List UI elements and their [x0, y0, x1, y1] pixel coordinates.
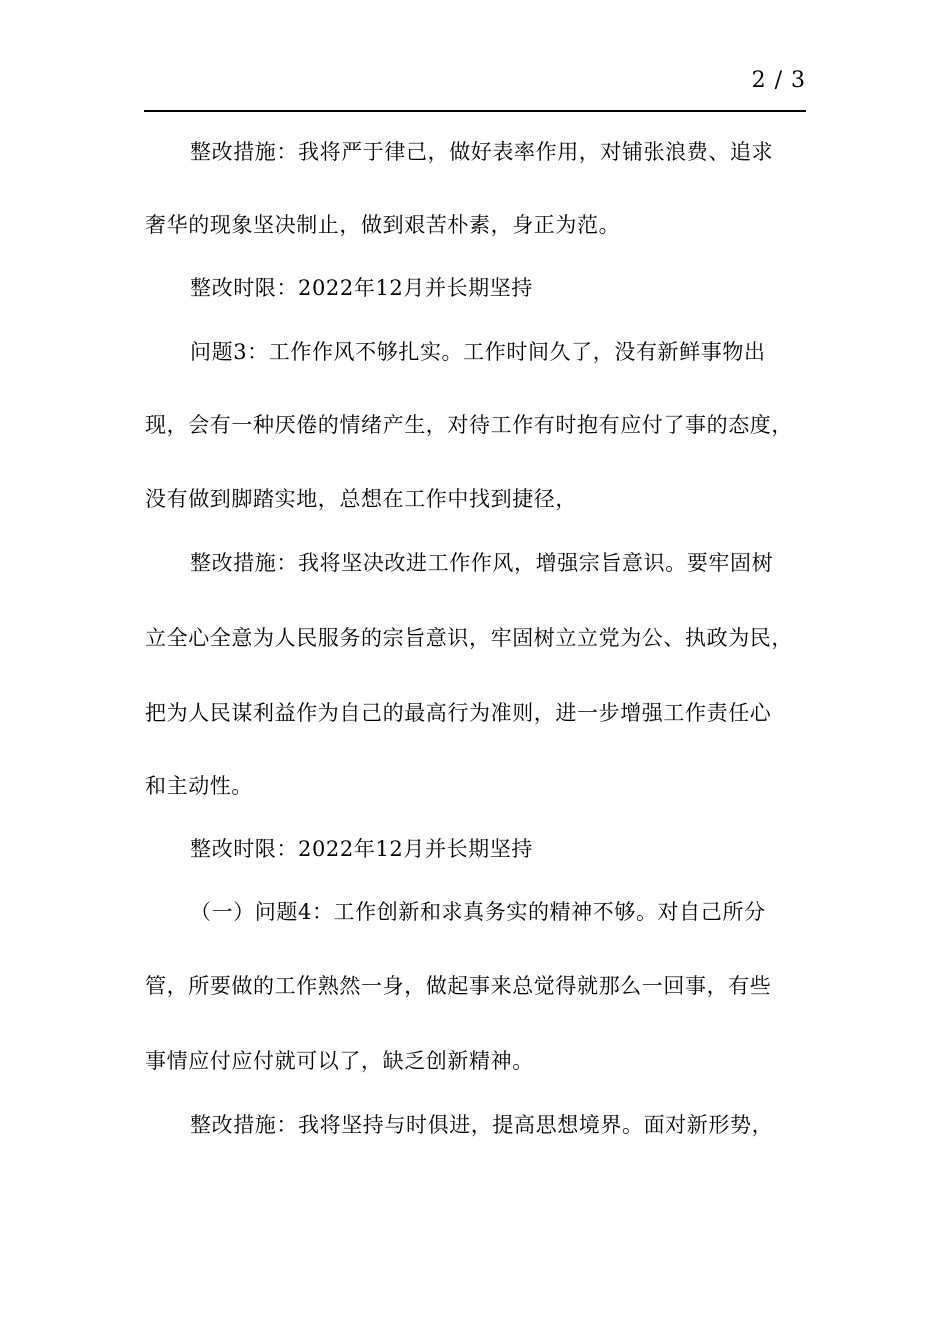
text-line: 整改措施：我将坚持与时俱进，提高思想境界。面对新形势，: [190, 1113, 774, 1137]
text-line: 问题3：工作作风不够扎实。工作时间久了，没有新鲜事物出: [190, 340, 766, 364]
text-line: 管，所要做的工作熟然一身，做起事来总觉得就那么一回事，有些: [145, 974, 772, 998]
text-line: 整改时限：2022年12月并长期坚持: [190, 837, 533, 861]
page-number: 2 / 3: [751, 68, 806, 93]
text-line: （一）问题4：工作创新和求真务实的精神不够。对自己所分: [190, 900, 766, 924]
text-line: 整改措施：我将严于律己，做好表率作用，对铺张浪费、追求: [190, 140, 774, 164]
text-line: 把为人民谋利益作为自己的最高行为准则，进一步增强工作责任心: [145, 701, 772, 725]
text-line: 立全心全意为人民服务的宗旨意识，牢固树立立党为公、执政为民，: [145, 626, 793, 650]
text-line: 整改措施：我将坚决改进工作作风，增强宗旨意识。要牢固树: [190, 551, 774, 575]
text-line: 和主动性。: [145, 774, 253, 798]
text-line: 奢华的现象坚决制止，做到艰苦朴素，身正为范。: [145, 213, 621, 237]
text-line: 现，会有一种厌倦的情绪产生，对待工作有时抱有应付了事的态度，: [145, 413, 793, 437]
text-line: 事情应付应付就可以了，缺乏创新精神。: [145, 1049, 534, 1073]
text-line: 没有做到脚踏实地，总想在工作中找到捷径，: [145, 487, 577, 511]
header-divider: [144, 110, 806, 112]
text-line: 整改时限：2022年12月并长期坚持: [190, 276, 533, 300]
